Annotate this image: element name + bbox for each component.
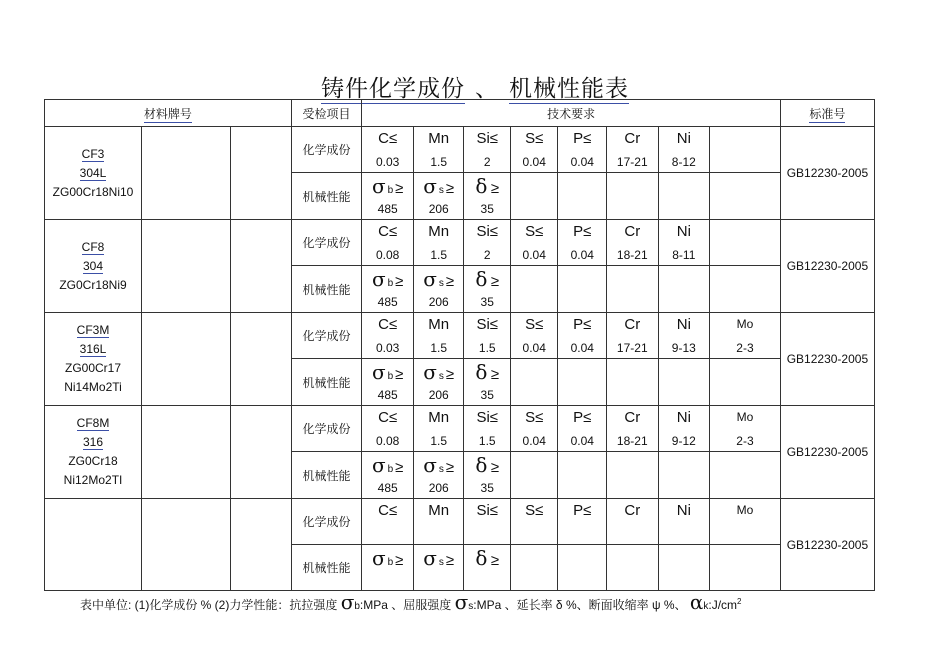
chem-cell bbox=[710, 220, 781, 266]
chem-cell: S≤ bbox=[510, 499, 558, 545]
title-separator: 、 bbox=[475, 76, 499, 102]
empty-cell bbox=[607, 452, 659, 499]
empty-cell bbox=[710, 173, 781, 220]
mech-cell: σb ≥ 485 bbox=[362, 359, 414, 406]
blank-cell bbox=[230, 499, 291, 591]
mech-cell: σb ≥ bbox=[362, 545, 414, 591]
empty-cell bbox=[710, 545, 781, 591]
empty-cell bbox=[607, 545, 659, 591]
standard-number: GB12230-2005 bbox=[780, 127, 874, 220]
mech-cell: δ ≥ 35 bbox=[464, 452, 511, 499]
chem-cell: S≤ 0.04 bbox=[510, 313, 558, 359]
material-grade bbox=[45, 499, 142, 591]
chem-cell bbox=[710, 127, 781, 173]
chem-cell: C≤ bbox=[362, 499, 414, 545]
chem-cell: P≤ 0.04 bbox=[558, 406, 607, 452]
chem-cell: Ni bbox=[658, 499, 710, 545]
empty-cell bbox=[510, 545, 558, 591]
item-mech: 机械性能 bbox=[291, 545, 362, 591]
material-grade: CF8M 316 ZG0Cr18 Ni12Mo2TI bbox=[45, 406, 142, 499]
chem-cell: P≤ 0.04 bbox=[558, 313, 607, 359]
chem-cell: S≤ 0.04 bbox=[510, 127, 558, 173]
mech-cell: σs ≥ bbox=[413, 545, 464, 591]
chem-cell: Mo 2-3 bbox=[710, 406, 781, 452]
blank-cell bbox=[142, 499, 231, 591]
blank-cell bbox=[230, 127, 291, 220]
header-standard: 标准号 bbox=[780, 100, 874, 127]
chem-cell: Ni 8-11 bbox=[658, 220, 710, 266]
chem-cell: Cr 17-21 bbox=[607, 127, 659, 173]
mech-cell: σb ≥ 485 bbox=[362, 452, 414, 499]
blank-cell bbox=[142, 406, 231, 499]
item-chem: 化学成份 bbox=[291, 499, 362, 545]
mech-cell: σs ≥ 206 bbox=[413, 359, 464, 406]
chem-cell: Si≤ 2 bbox=[464, 220, 511, 266]
mech-cell: σs ≥ 206 bbox=[413, 452, 464, 499]
chem-row bbox=[45, 313, 875, 359]
empty-cell bbox=[510, 173, 558, 220]
empty-cell bbox=[710, 266, 781, 313]
chem-cell: Cr 18-21 bbox=[607, 406, 659, 452]
blank-cell bbox=[142, 127, 231, 220]
item-mech: 机械性能 bbox=[291, 173, 362, 220]
chem-cell: Cr 17-21 bbox=[607, 313, 659, 359]
material-grade: CF8 304 ZG0Cr18Ni9 bbox=[45, 220, 142, 313]
chem-cell: Si≤ 1.5 bbox=[464, 406, 511, 452]
mech-cell: σb ≥ 485 bbox=[362, 173, 414, 220]
composition-table bbox=[44, 99, 875, 591]
empty-cell bbox=[558, 359, 607, 406]
empty-cell bbox=[658, 173, 710, 220]
empty-cell bbox=[510, 452, 558, 499]
chem-cell: Ni 9-12 bbox=[658, 406, 710, 452]
empty-cell bbox=[710, 452, 781, 499]
chem-cell: Si≤ bbox=[464, 499, 511, 545]
item-mech: 机械性能 bbox=[291, 452, 362, 499]
chem-cell: Ni 8-12 bbox=[658, 127, 710, 173]
chem-cell: Mo bbox=[710, 499, 781, 545]
chem-cell: S≤ 0.04 bbox=[510, 220, 558, 266]
title-part2: 机械性能表 bbox=[509, 76, 629, 102]
header-row bbox=[45, 100, 875, 127]
mech-cell: σb ≥ 485 bbox=[362, 266, 414, 313]
header-item: 受检项目 bbox=[291, 100, 362, 127]
item-chem: 化学成份 bbox=[291, 406, 362, 452]
chem-cell: Si≤ 2 bbox=[464, 127, 511, 173]
chem-cell: Mn 1.5 bbox=[413, 127, 464, 173]
chem-cell: Mo 2-3 bbox=[710, 313, 781, 359]
chem-cell: P≤ bbox=[558, 499, 607, 545]
chem-row bbox=[45, 406, 875, 452]
empty-cell bbox=[658, 452, 710, 499]
item-mech: 机械性能 bbox=[291, 359, 362, 406]
header-tech: 技术要求 bbox=[362, 100, 780, 127]
mech-cell: δ ≥ 35 bbox=[464, 359, 511, 406]
empty-cell bbox=[710, 359, 781, 406]
blank-cell bbox=[230, 406, 291, 499]
standard-number: GB12230-2005 bbox=[780, 406, 874, 499]
empty-cell bbox=[510, 266, 558, 313]
units-note: 表中单位: (1)化学成份 % (2)力学性能：抗拉强度 σb:MPa 、屈服强度 σs:MPa 、延长率 δ %、断面收缩率 ψ %、 $\alpha k:J/cm^2$ bbox=[80, 590, 742, 614]
item-mech: 机械性能 bbox=[291, 266, 362, 313]
chem-row bbox=[45, 127, 875, 173]
empty-cell bbox=[658, 545, 710, 591]
chem-cell: S≤ 0.04 bbox=[510, 406, 558, 452]
empty-cell bbox=[558, 452, 607, 499]
chem-cell: Mn 1.5 bbox=[413, 313, 464, 359]
chem-row bbox=[45, 220, 875, 266]
chem-cell: Si≤ 1.5 bbox=[464, 313, 511, 359]
chem-row bbox=[45, 499, 875, 545]
item-chem: 化学成份 bbox=[291, 127, 362, 173]
standard-number: GB12230-2005 bbox=[780, 220, 874, 313]
empty-cell bbox=[558, 545, 607, 591]
chem-cell: C≤ 0.03 bbox=[362, 127, 414, 173]
blank-cell bbox=[142, 220, 231, 313]
empty-cell bbox=[607, 266, 659, 313]
header-material: 材料牌号 bbox=[45, 100, 292, 127]
item-chem: 化学成份 bbox=[291, 220, 362, 266]
mech-cell: σs ≥ 206 bbox=[413, 266, 464, 313]
mech-cell: δ ≥ 35 bbox=[464, 266, 511, 313]
chem-cell: P≤ 0.04 bbox=[558, 220, 607, 266]
chem-cell: C≤ 0.08 bbox=[362, 406, 414, 452]
standard-number: GB12230-2005 bbox=[780, 313, 874, 406]
blank-cell bbox=[230, 220, 291, 313]
mech-cell: σs ≥ 206 bbox=[413, 173, 464, 220]
chem-cell: P≤ 0.04 bbox=[558, 127, 607, 173]
material-grade: CF3 304L ZG00Cr18Ni10 bbox=[45, 127, 142, 220]
chem-cell: Cr 18-21 bbox=[607, 220, 659, 266]
empty-cell bbox=[607, 173, 659, 220]
mech-cell: δ ≥ 35 bbox=[464, 173, 511, 220]
chem-cell: C≤ 0.03 bbox=[362, 313, 414, 359]
empty-cell bbox=[510, 359, 558, 406]
empty-cell bbox=[558, 266, 607, 313]
standard-number: GB12230-2005 bbox=[780, 499, 874, 591]
blank-cell bbox=[142, 313, 231, 406]
mech-cell: δ ≥ bbox=[464, 545, 511, 591]
empty-cell bbox=[607, 359, 659, 406]
chem-cell: Mn 1.5 bbox=[413, 220, 464, 266]
title-part1: 铸件化学成份 bbox=[321, 76, 465, 102]
chem-cell: Mn 1.5 bbox=[413, 406, 464, 452]
empty-cell bbox=[658, 266, 710, 313]
chem-cell: Ni 9-13 bbox=[658, 313, 710, 359]
blank-cell bbox=[230, 313, 291, 406]
chem-cell: C≤ 0.08 bbox=[362, 220, 414, 266]
chem-cell: Mn bbox=[413, 499, 464, 545]
chem-cell: Cr bbox=[607, 499, 659, 545]
material-grade: CF3M 316L ZG00Cr17 Ni14Mo2Ti bbox=[45, 313, 142, 406]
item-chem: 化学成份 bbox=[291, 313, 362, 359]
empty-cell bbox=[658, 359, 710, 406]
empty-cell bbox=[558, 173, 607, 220]
